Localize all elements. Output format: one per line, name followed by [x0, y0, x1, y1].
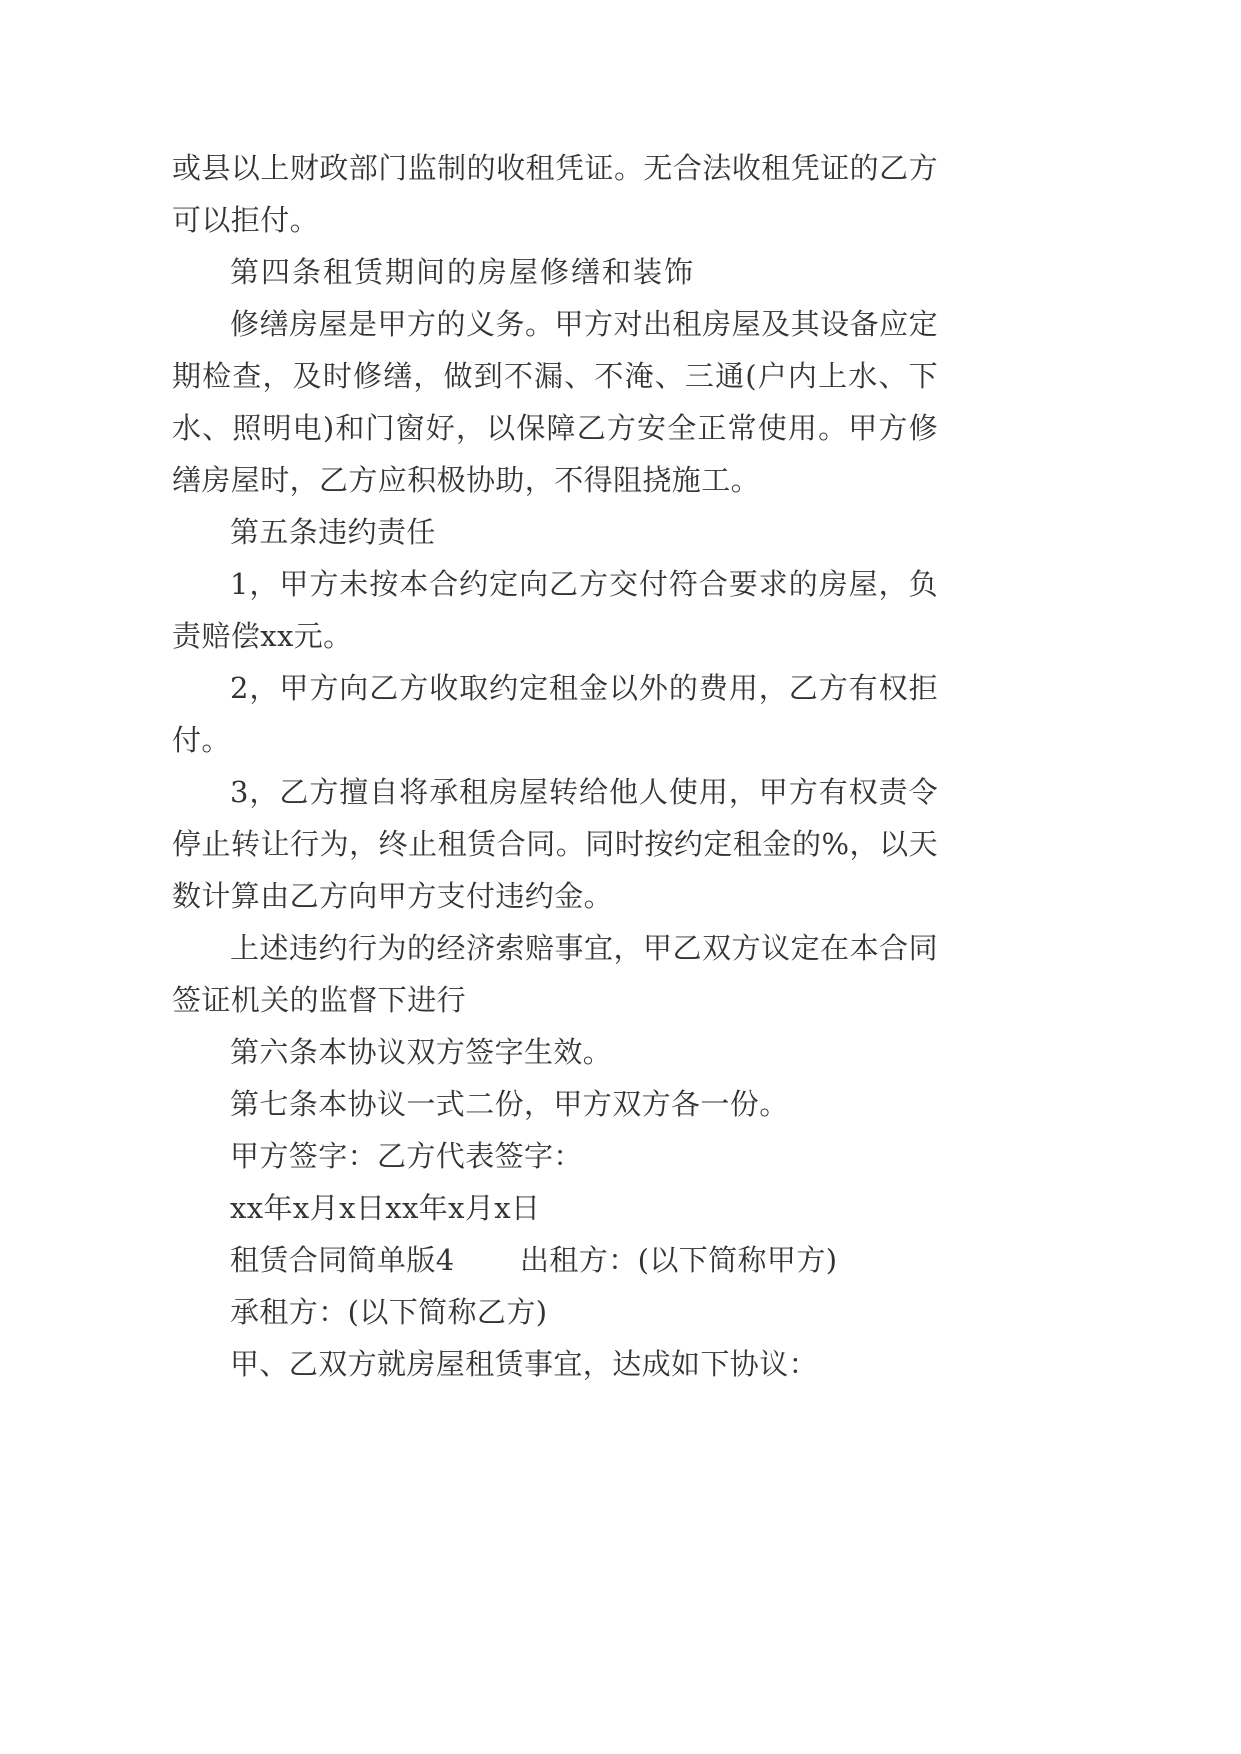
lessor-label: 出租方：(以下简称甲方): [520, 1243, 838, 1277]
paragraph-line: 甲、乙双方就房屋租赁事宜，达成如下协议：: [230, 1347, 819, 1381]
article-heading: 第七条本协议一式二份，甲方双方各一份。: [230, 1087, 789, 1121]
signature-labels: 甲方签字：乙方代表签字：: [230, 1139, 583, 1173]
paragraph-line: 责赔偿xx元。: [172, 619, 353, 653]
paragraph-line: 或县以上财政部门监制的收租凭证。无合法收租凭证的乙方: [172, 151, 938, 185]
contract-title: 租赁合同简单版4: [230, 1243, 455, 1277]
article-heading: 第五条违约责任: [230, 515, 436, 549]
paragraph-line: 可以拒付。: [172, 203, 320, 237]
article-heading: 第六条本协议双方签字生效。: [230, 1035, 613, 1069]
paragraph-line: 付。: [172, 723, 231, 757]
paragraph-line: 3，乙方擅自将承租房屋转给他人使用，甲方有权责令: [230, 775, 938, 809]
paragraph-line: 签证机关的监督下进行: [172, 983, 467, 1017]
document-body: [172, 142, 938, 1390]
paragraph-line: 期检查，及时修缮，做到不漏、不淹、三通(户内上水、下: [172, 359, 938, 393]
paragraph-line: 停止转让行为，终止租赁合同。同时按约定租金的%，以天: [172, 827, 938, 861]
paragraph-line: 1，甲方未按本合约定向乙方交付符合要求的房屋，负: [230, 567, 938, 601]
contract-title-line: [172, 1234, 938, 1286]
paragraph-line: 数计算由乙方向甲方支付违约金。: [172, 879, 614, 913]
article-heading: 第四条租赁期间的房屋修缮和装饰: [230, 255, 696, 289]
paragraph-line: 上述违约行为的经济索赔事宜，甲乙双方议定在本合同: [230, 931, 938, 965]
signature-dates: xx年x月x日xx年x月x日: [230, 1191, 541, 1225]
lessee-label: 承租方：(以下简称乙方): [230, 1295, 548, 1329]
paragraph-line: 缮房屋时，乙方应积极协助，不得阻挠施工。: [172, 463, 761, 497]
paragraph-line: 2，甲方向乙方收取约定租金以外的费用，乙方有权拒: [230, 671, 938, 705]
paragraph-line: 水、照明电)和门窗好，以保障乙方安全正常使用。甲方修: [172, 411, 938, 445]
paragraph-line: 修缮房屋是甲方的义务。甲方对出租房屋及其设备应定: [230, 307, 938, 341]
